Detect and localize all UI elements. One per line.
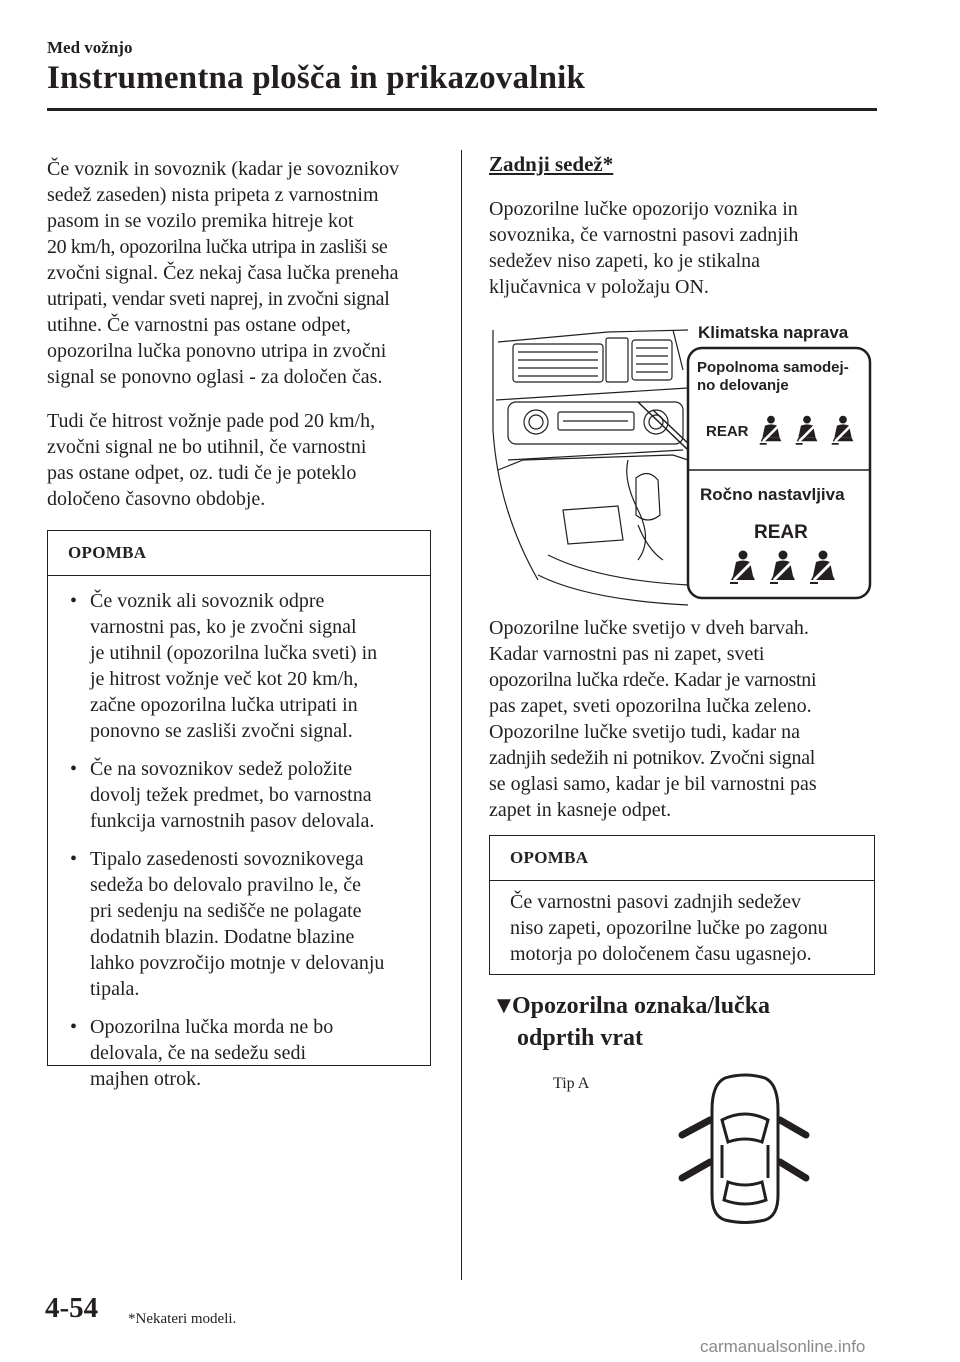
watermark: carmanualsonline.info	[700, 1337, 866, 1356]
rear-label-manual: REAR	[754, 522, 808, 543]
text-line: se oglasi samo, kadar je bil varnostni pas	[489, 773, 817, 795]
note-bullet	[68, 846, 410, 1002]
note-bullet	[68, 756, 410, 834]
note-heading: OPOMBA	[490, 836, 874, 881]
text-line: zapet in kasneje odpet.	[489, 799, 672, 821]
text-line: Če voznik in sovoznik (kadar je sovoznikov	[47, 158, 400, 180]
text-line: začne opozorilna lučka utripati in	[90, 694, 358, 716]
text-line: utihne. Če varnostni pas ostane odpet,	[47, 314, 351, 336]
text-line: pas ostane odpet, oz. tudi če je poteklo	[47, 462, 357, 484]
text-line: opozorilna lučka ponovno utripa in zvočni	[47, 340, 387, 362]
text-line: dodatnih blazin. Dodatne blazine	[90, 926, 355, 948]
text-line: signal se ponovno oglasi - za določen čas.	[47, 366, 383, 388]
text-line: utripati, vendar sveti naprej, in zvočni signal	[47, 288, 390, 310]
note-heading: OPOMBA	[48, 531, 430, 576]
text-line: sovoznika, če varnostni pasovi zadnjih	[489, 224, 799, 246]
bullet-dot: •	[70, 590, 78, 612]
text-line: dovolj težek predmet, bo varnostna	[90, 784, 372, 806]
text-line: zvočni signal ne bo utihnil, če varnostni	[47, 436, 367, 458]
triangle-marker: ▼	[492, 993, 516, 1019]
bullet-dot: •	[70, 758, 78, 780]
heading-line: Opozorilna oznaka/lučka	[512, 993, 771, 1019]
manual-label: Ročno nastavljiva	[700, 485, 845, 504]
text-line: ponovno se zasliši zvočni signal.	[90, 720, 353, 742]
text-line: Če voznik ali sovoznik odpre	[90, 590, 325, 612]
bullet-dot: •	[70, 848, 78, 870]
text-line: sedeža bo delovalo pravilno le, če	[90, 874, 361, 896]
auto-label: Popolnoma samodej-	[697, 359, 849, 376]
text-line: majhen otrok.	[90, 1068, 202, 1090]
text-line: lahko povzročijo motnje v delovanju	[90, 952, 385, 974]
text-line: sedež zaseden) nista pripeta z varnostnim	[47, 184, 379, 206]
text-line: pas zapet, sveti opozorilna lučka zeleno.	[489, 695, 812, 717]
text-line: Opozorilna lučka morda ne bo	[90, 1016, 334, 1038]
bullet-dot: •	[70, 1016, 78, 1038]
column-divider	[461, 150, 462, 1280]
text-line: sedežev niso zapeti, ko je stikalna	[489, 250, 761, 272]
note-bullet	[68, 1014, 410, 1092]
text-line: Če na sovoznikov sedež položite	[90, 758, 353, 780]
page-number: 4-54	[45, 1292, 99, 1324]
text-line: zvočni signal. Čez nekaj časa lučka preneha	[47, 262, 399, 284]
note-box-left	[47, 530, 431, 1090]
heading-line: odprtih vrat	[517, 1025, 643, 1051]
text-line: Tipalo zasedenosti sovoznikovega	[90, 848, 364, 870]
text-line: pri sedenju na sedišče ne polagate	[90, 900, 362, 922]
auto-label: no delovanje	[697, 377, 789, 394]
rear-seatbelt-warning-figure	[488, 310, 878, 610]
text-line: motorja po določenem času ugasnejo.	[510, 943, 812, 965]
intro-paragraph	[47, 156, 399, 390]
text-line: zadnjih sedežih ni potnikov. Zvočni signal	[489, 747, 816, 769]
text-line: Tudi če hitrost vožnje pade pod 20 km/h,	[47, 410, 376, 432]
text-line: ključavnica v položaju ON.	[489, 276, 709, 298]
text-line: pasom in se vozilo premika hitreje kot	[47, 210, 354, 232]
footnote: *Nekateri modeli.	[128, 1311, 237, 1327]
climate-label: Klimatska naprava	[698, 323, 849, 342]
text-line: določeno časovno obdobje.	[47, 488, 266, 510]
text-line: opozorilna lučka rdeče. Kadar je varnostni	[489, 669, 817, 691]
note-box-right	[489, 835, 875, 975]
title-rule	[47, 108, 877, 111]
open-door-car-icon	[670, 1070, 820, 1225]
text-line: varnostni pas, ko je zvočni signal	[90, 616, 357, 638]
text-line: 20 km/h, opozorilna lučka utripa in zasliši se	[47, 236, 388, 258]
text-line: Opozorilne lučke svetijo v dveh barvah.	[489, 617, 809, 639]
rear-seat-paragraph	[489, 196, 798, 300]
text-line: delovala, če na sedežu sedi	[90, 1042, 307, 1064]
text-line: Opozorilne lučke svetijo tudi, kadar na	[489, 721, 801, 743]
rear-label-auto: REAR	[706, 423, 749, 440]
text-line: funkcija varnostnih pasov delovala.	[90, 810, 375, 832]
text-line: Kadar varnostni pas ni zapet, sveti	[489, 643, 765, 665]
text-line: niso zapeti, opozorilne lučke po zagonu	[510, 917, 828, 939]
console-drawing	[493, 330, 693, 605]
figure-label-tip-a: Tip A	[553, 1075, 590, 1092]
warning-colors-paragraph	[489, 615, 817, 823]
text-line: tipala.	[90, 978, 140, 1000]
rear-seat-heading: Zadnji sedež*	[489, 152, 614, 176]
section-label: Med vožnjo	[47, 38, 133, 57]
text-line: Če varnostni pasovi zadnjih sedežev	[510, 891, 802, 913]
text-line: je utihnil (opozorilna lučka sveti) in	[90, 642, 378, 664]
note-bullet	[68, 588, 410, 744]
door-warning-heading	[492, 990, 770, 1054]
page-title: Instrumentna plošča in prikazovalnik	[47, 60, 586, 96]
text-line: je hitrost vožnje več kot 20 km/h,	[90, 668, 359, 690]
text-line: Opozorilne lučke opozorijo voznika in	[489, 198, 798, 220]
speed-paragraph	[47, 408, 375, 512]
